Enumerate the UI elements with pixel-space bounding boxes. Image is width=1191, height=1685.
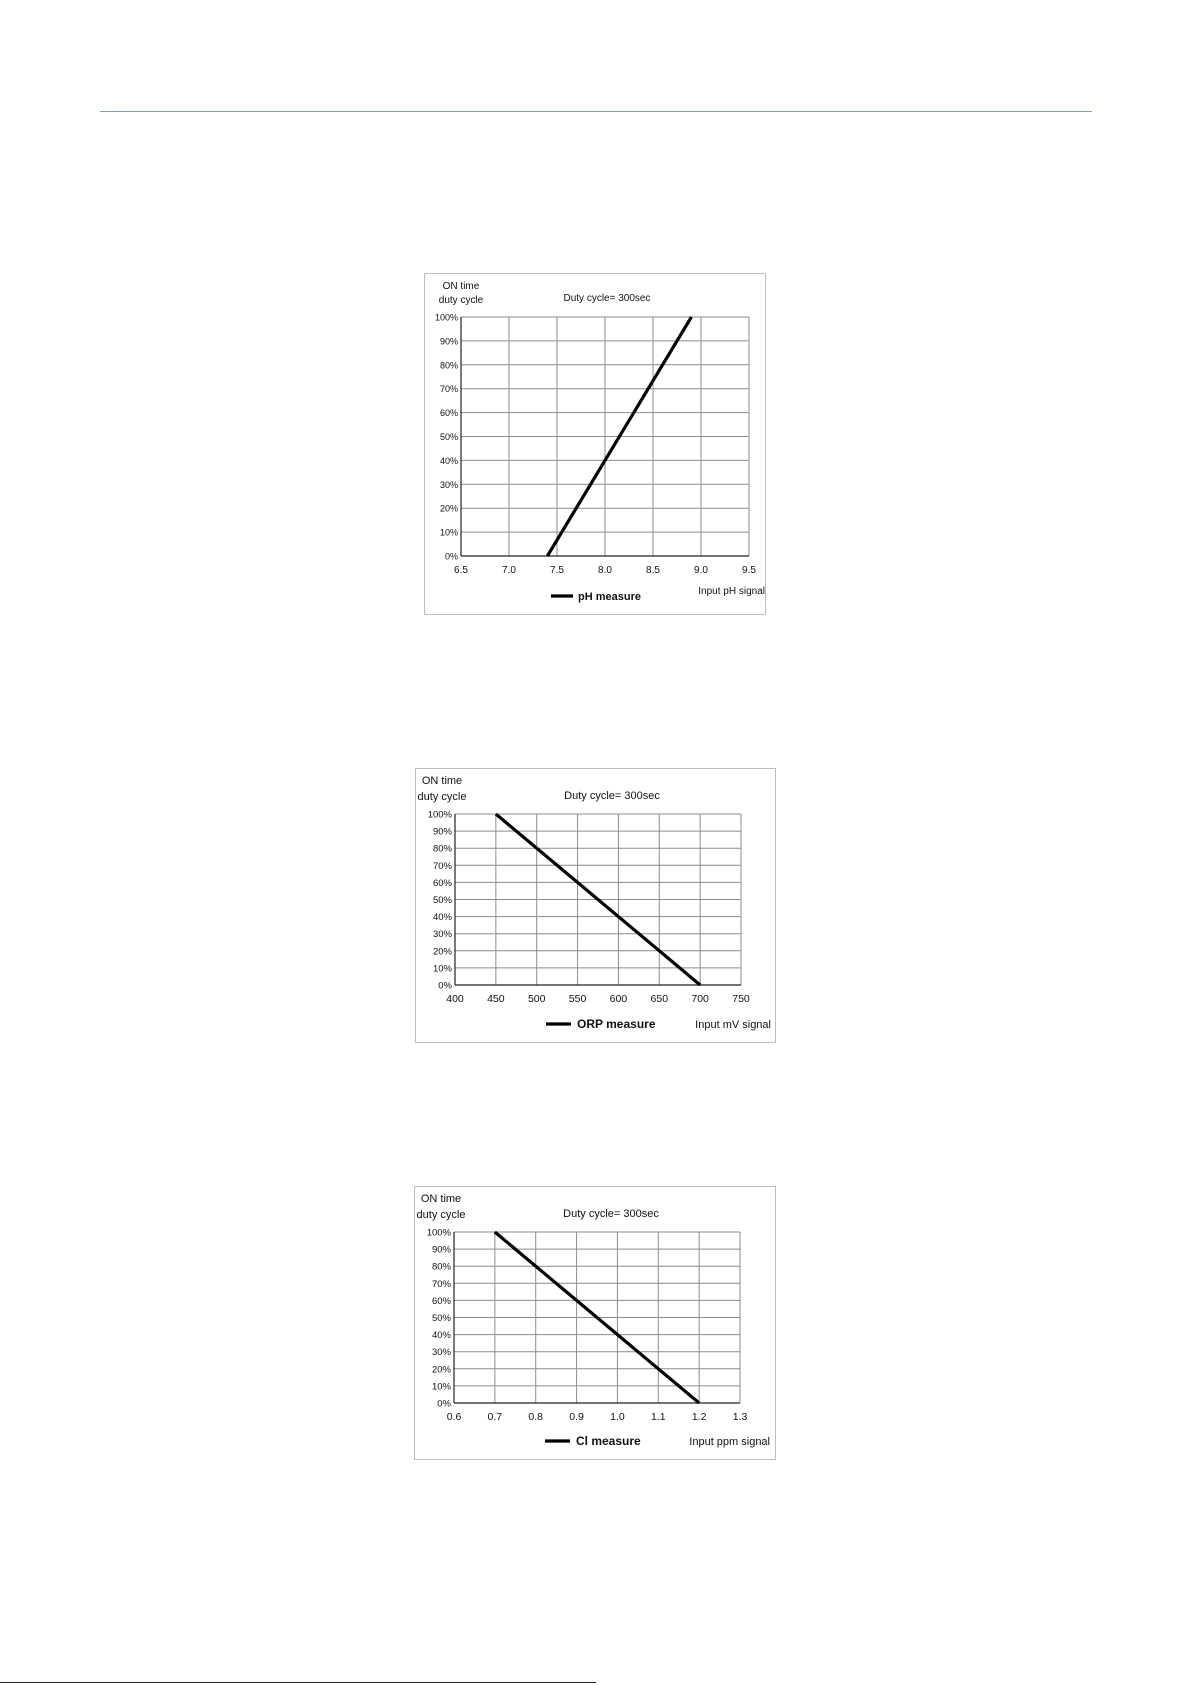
- orp-x-tick-label: 600: [609, 993, 628, 1005]
- cl-y-tick-label: 30%: [431, 1347, 451, 1359]
- cl-y-tick-label: 50%: [431, 1313, 451, 1324]
- cl-x-tick-label: 1.1: [650, 1411, 666, 1423]
- orp-y-axis-label-line1: ON time: [421, 775, 463, 787]
- orp-x-tick-label: 650: [650, 993, 669, 1005]
- cl-y-tick-label: 20%: [431, 1364, 451, 1376]
- ph-x-tick-label: 9.5: [742, 565, 756, 576]
- orp-chart-svg: [416, 769, 777, 1044]
- orp-y-tick-label: 50%: [432, 895, 452, 906]
- cl-x-tick-label: 0.9: [569, 1411, 584, 1423]
- orp-y-axis-label-line2: duty cycle: [417, 791, 467, 803]
- orp-y-tick-label: 80%: [432, 843, 452, 855]
- orp-y-tick-label: 70%: [432, 860, 452, 872]
- cl-duty-cycle-chart: [414, 1186, 776, 1460]
- cl-x-tick-label: 0.7: [487, 1411, 503, 1423]
- ph-y-tick-label: 10%: [439, 527, 458, 538]
- ph-duty-cycle-chart: [424, 273, 766, 615]
- orp-y-tick-label: 100%: [427, 809, 452, 821]
- cl-chart-svg: [415, 1187, 777, 1461]
- cl-x-tick-label: 1.2: [691, 1411, 707, 1423]
- ph-x-tick-label: 8.5: [646, 565, 660, 576]
- ph-x-tick-label: 7.5: [550, 565, 564, 576]
- footer-rule: [0, 1682, 596, 1683]
- cl-x-tick-label: 1.0: [610, 1411, 625, 1423]
- ph-x-axis-label: Input pH signal: [698, 586, 765, 597]
- ph-y-tick-label: 100%: [434, 312, 458, 323]
- cl-legend-label: Cl measure: [576, 1434, 641, 1448]
- cl-y-tick-label: 80%: [431, 1261, 451, 1273]
- cl-y-tick-label: 70%: [431, 1278, 451, 1290]
- cl-y-tick-label: 90%: [431, 1244, 451, 1256]
- orp-x-tick-label: 750: [732, 993, 750, 1005]
- orp-x-tick-label: 550: [568, 993, 587, 1005]
- ph-x-tick-label: 9.0: [694, 565, 708, 576]
- ph-y-tick-label: 60%: [439, 408, 458, 419]
- ph-legend-label: pH measure: [578, 591, 641, 603]
- orp-y-tick-label: 10%: [432, 963, 452, 975]
- orp-y-tick-label: 0%: [438, 980, 452, 992]
- orp-duty-cycle-chart: [415, 768, 776, 1043]
- orp-y-tick-label: 90%: [432, 826, 452, 838]
- orp-x-axis-label: Input mV signal: [695, 1019, 771, 1031]
- cl-y-axis-label-line1: ON time: [420, 1193, 462, 1205]
- ph-x-tick-label: 7.0: [502, 565, 516, 576]
- ph-y-tick-label: 50%: [439, 432, 458, 442]
- orp-y-tick-label: 40%: [432, 912, 452, 924]
- orp-x-tick-label: 400: [446, 993, 464, 1005]
- ph-chart-svg: [425, 274, 767, 616]
- orp-chart-title: Duty cycle= 300sec: [564, 790, 660, 802]
- header-rule: [100, 111, 1092, 112]
- orp-x-tick-label: 450: [487, 993, 505, 1005]
- cl-x-tick-label: 0.6: [446, 1411, 462, 1423]
- ph-y-tick-label: 90%: [439, 336, 458, 347]
- cl-y-tick-label: 0%: [437, 1398, 451, 1410]
- cl-x-tick-label: 0.8: [528, 1411, 544, 1423]
- cl-y-tick-label: 40%: [431, 1330, 451, 1342]
- cl-y-axis-label-line2: duty cycle: [416, 1209, 466, 1221]
- cl-y-tick-label: 100%: [426, 1227, 451, 1239]
- cl-x-tick-label: 1.3: [732, 1411, 748, 1423]
- ph-x-tick-label: 8.0: [598, 565, 612, 576]
- ph-y-tick-label: 80%: [439, 360, 458, 371]
- orp-y-tick-label: 60%: [432, 877, 452, 889]
- cl-y-tick-label: 10%: [431, 1381, 451, 1393]
- ph-y-tick-label: 70%: [439, 384, 458, 395]
- ph-y-tick-label: 30%: [439, 479, 458, 490]
- ph-y-tick-label: 20%: [439, 503, 458, 514]
- ph-grid: [461, 317, 749, 556]
- cl-y-tick-label: 60%: [431, 1295, 451, 1307]
- orp-x-tick-label: 500: [527, 993, 546, 1005]
- ph-x-tick-label: 6.5: [454, 565, 468, 576]
- ph-y-axis-label-line2: duty cycle: [438, 295, 484, 306]
- orp-y-tick-label: 30%: [432, 929, 452, 941]
- ph-y-tick-label: 0%: [444, 551, 458, 562]
- cl-x-axis-label: Input ppm signal: [689, 1436, 770, 1448]
- ph-y-axis-label-line1: ON time: [442, 281, 480, 292]
- cl-chart-title: Duty cycle= 300sec: [563, 1208, 659, 1220]
- ph-y-tick-label: 40%: [439, 455, 458, 466]
- ph-chart-title: Duty cycle= 300sec: [563, 293, 651, 304]
- orp-y-tick-label: 20%: [432, 946, 452, 958]
- orp-x-tick-label: 700: [691, 993, 709, 1005]
- orp-legend-label: ORP measure: [577, 1017, 656, 1031]
